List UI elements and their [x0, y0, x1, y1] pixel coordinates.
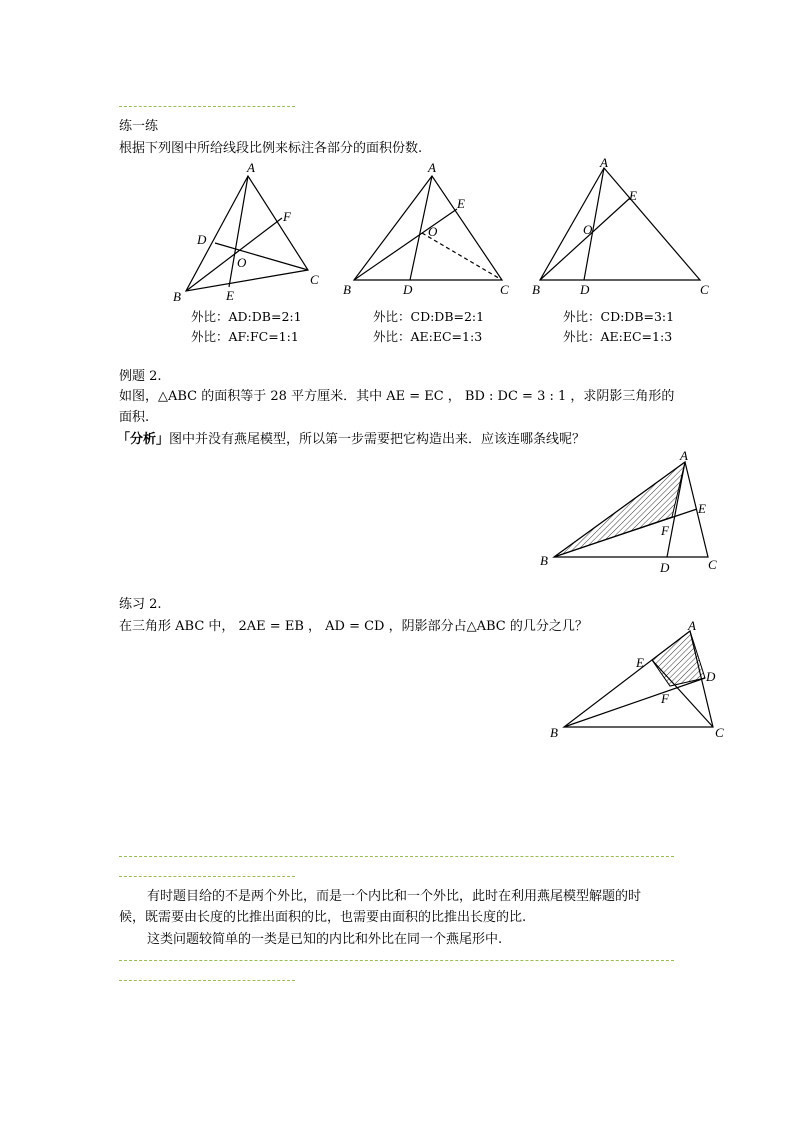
fig1-label-a: A: [247, 160, 255, 175]
practice-instruction: 根据下列图中所给线段比例来标注各部分的面积份数.: [119, 141, 423, 156]
note-para2: 这类问题较简单的一类是已知的内比和外比在同一个燕尾形中.: [147, 932, 503, 947]
exercise-label-e: E: [636, 655, 644, 670]
fig3-ratio-2: 外比：AE:EC=1:3: [563, 329, 673, 344]
figure-3: [530, 154, 720, 304]
fig3-label-o: O: [583, 222, 593, 237]
practice-title: 练一练: [119, 119, 159, 134]
fig2-label-b: B: [343, 282, 351, 297]
fig2-label-c: C: [500, 282, 509, 297]
fig3-label-e: E: [629, 188, 637, 203]
figure-1: [170, 158, 330, 308]
divider-top: [119, 106, 295, 107]
fig1-ratio-1: 外比：AD:DB=2:1: [191, 309, 302, 324]
fig3-label-c: C: [700, 282, 709, 297]
analysis-tag: 「分析」: [117, 432, 170, 447]
analysis-text: 图中并没有燕尾模型，所以第一步需要把它构造出来．应该连哪条线呢？: [169, 432, 586, 447]
exercise-label-d: D: [706, 669, 716, 684]
example-label-b: B: [540, 553, 548, 568]
fig1-label-f: F: [283, 209, 291, 224]
fig1-label-b: B: [173, 289, 181, 304]
example-line-1: 如图，△ABC 的面积等于 28 平方厘米．其中 AE = EC ， BD : DC = 3 : 1 ，求阴影三角形的: [119, 389, 675, 404]
fig3-label-a: A: [600, 155, 608, 170]
exercise-figure: [540, 615, 740, 745]
example-label-c: C: [708, 557, 717, 572]
fig2-line-o-c-dashed: [422, 233, 502, 280]
divider-note-top-1: [119, 856, 674, 857]
analysis-line: [117, 430, 585, 450]
fig1-ratio-2: 外比：AF:FC=1:1: [191, 329, 299, 344]
fig2-label-e: E: [457, 196, 465, 211]
fig2-label-a: A: [428, 160, 436, 175]
figure-2: [340, 158, 520, 303]
divider-note-top-2: [119, 876, 295, 877]
exercise-label-c: C: [715, 725, 724, 740]
fig3-label-b: B: [532, 282, 540, 297]
exercise-question: 在三角形 ABC 中， 2AE = EB ， AD = CD ，阴影部分占△ABC 的几分之几？: [119, 619, 588, 634]
exercise-title: 练习 2.: [119, 597, 162, 612]
fig1-line-b-f: [186, 218, 282, 291]
note-para1-line1: 有时题目给的不是两个外比，而是一个内比和一个外比，此时在利用燕尾模型解题的时: [147, 889, 642, 904]
fig3-line-b-e: [540, 198, 630, 280]
example-label-a: A: [680, 448, 688, 463]
example-figure: [530, 445, 730, 580]
exercise-label-f: F: [661, 691, 669, 706]
divider-note-bottom-1: [119, 960, 674, 961]
fig1-label-d: D: [197, 232, 207, 247]
fig1-label-o: O: [237, 255, 247, 270]
fig3-ratio-1: 外比：CD:DB=3:1: [563, 309, 675, 324]
example-label-f: F: [661, 523, 669, 538]
fig2-label-o: O: [428, 224, 438, 239]
fig2-label-d: D: [403, 282, 413, 297]
fig1-label-e: E: [226, 288, 234, 303]
divider-note-bottom-2: [119, 980, 295, 981]
example-title: 例题 2.: [119, 369, 162, 384]
exercise-label-b: B: [550, 725, 558, 740]
fig2-ratio-1: 外比：CD:DB=2:1: [373, 309, 485, 324]
example-label-d: D: [660, 560, 670, 575]
example-line-2: 面积.: [119, 410, 150, 425]
example-label-e: E: [698, 501, 706, 516]
fig3-label-d: D: [580, 282, 590, 297]
fig3-triangle: [540, 168, 700, 280]
exercise-line-b-d: [564, 678, 705, 727]
exercise-label-a: A: [688, 618, 696, 633]
fig1-label-c: C: [310, 272, 319, 287]
note-para1-line2: 候，既需要由长度的比推出面积的比，也需要由面积的比推出长度的比.: [119, 910, 527, 925]
fig2-ratio-2: 外比：AE:EC=1:3: [373, 329, 483, 344]
